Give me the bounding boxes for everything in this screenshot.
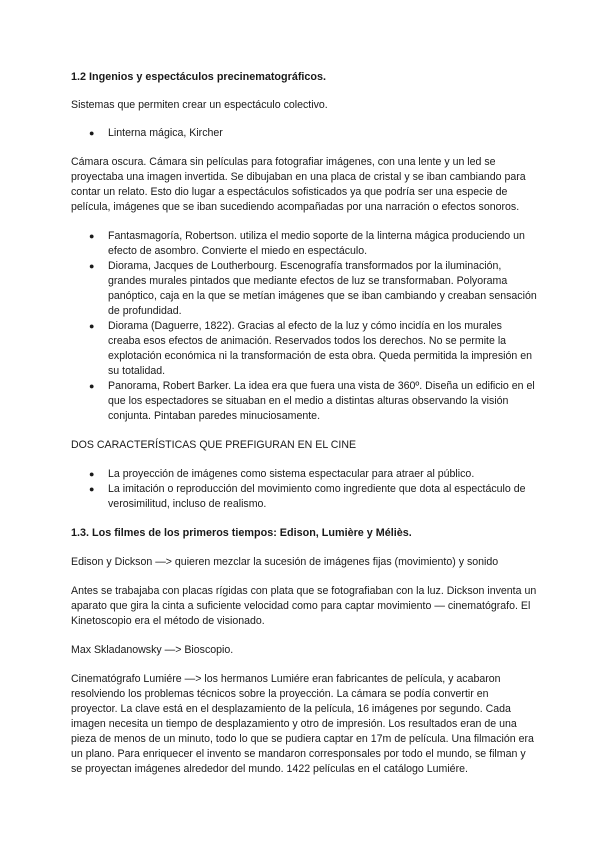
lumiere-paragraph: Cinematógrafo Lumiére —> los hermanos Lumiére eran fabricantes de película, y acabaron resolviendo los problemas técnicos sobre la proyección. La cámara se podía convertir en proyector. La clave está en el desplazamiento de la película, 16 imágenes por segundo. Cada imagen necesita un tiempo de desplazamiento y otro de impresión. Los resultados eran de una pieza de menos de un minuto, todo lo que se pudiera captar en 17m de película. Una filmación era un plano. Para enriquecer el invento se mandaron corresponsales por todo el mundo, se filman y se proyectan imágenes alrededor del mundo. 1422 películas en el catálogo Lumiére. xyxy=(71,673,534,775)
bullet-list-a xyxy=(71,126,537,141)
bullet-list-b xyxy=(71,229,537,424)
list-item: ● Linterna mágica, Kircher xyxy=(89,127,223,139)
list-item: ● La imitación o reproducción del movimiento como ingrediente que dota al espectáculo de verosimilitud, incluso de realismo. xyxy=(89,483,526,510)
bullet-icon: ● xyxy=(89,321,95,331)
skladanowsky-paragraph: Max Skladanowsky —> Bioscopio. xyxy=(71,644,234,656)
bullet-icon: ● xyxy=(89,484,95,494)
bullet-icon: ● xyxy=(89,469,95,479)
section-heading-1-3: 1.3. Los filmes de los primeros tiempos: Edison, Lumière y Méliès. xyxy=(71,527,412,539)
bullet-list-c xyxy=(71,467,537,512)
bullet-icon: ● xyxy=(89,231,95,241)
list-item: ● Diorama, Jacques de Loutherbourg. Escenografía transformados por la iluminación, grandes murales pintados que mediante efectos de luz se transformaban. Polyorama panóptico, caja en la que se metían imágenes que se iban cambiando y creaban sensación de profundidad. xyxy=(89,260,537,317)
list-item: ● Fantasmagoría, Robertson. utiliza el medio soporte de la linterna mágica produciendo un efecto de asombro. Convierte el miedo en espectáculo. xyxy=(89,230,525,257)
characteristics-heading: DOS CARACTERÍSTICAS QUE PREFIGURAN EN EL CINE xyxy=(71,439,357,451)
section-heading-1-2: 1.2 Ingenios y espectáculos precinematográficos. xyxy=(71,71,327,83)
list-item: ● Panorama, Robert Barker. La idea era que fuera una vista de 360º. Diseña un edificio en el que los espectadores se situaban en el medio a distintas alturas observando la visión conjunta. Pintaban paredes minuciosamente. xyxy=(89,380,535,422)
intro-paragraph: Sistemas que permiten crear un espectáculo colectivo. xyxy=(71,99,328,111)
page-content xyxy=(71,70,537,777)
bullet-icon: ● xyxy=(89,381,95,391)
bullet-icon: ● xyxy=(89,128,95,138)
list-item: ● La proyección de imágenes como sistema espectacular para atraer al público. xyxy=(89,468,475,480)
list-item: ● Diorama (Daguerre, 1822). Gracias al efecto de la luz y cómo incidía en los murales creaba esos efectos de animación. Reservados todos los derechos. No se permite la explotación económica ni la transformación de esta obra. Queda permitida la impresión en su totalidad. xyxy=(89,320,532,377)
dickson-paragraph: Antes se trabajaba con placas rígidas con plata que se fotografiaban con la luz. Dickson inventa un aparato que gira la cinta a suficiente velocidad como para captar movimiento — cinematógrafo. El Kinetoscopio era el método de visionado. xyxy=(71,585,537,627)
camara-oscura-paragraph: Cámara oscura. Cámara sin películas para fotografiar imágenes, con una lente y un led se proyectaba una imagen invertida. Se dibujaban en una placa de cristal y se iban cambiando para contar un relato. Esto dio lugar a espectáculos sofisticados ya que podría ser una especie de película, imágenes que se iban sucediendo acompañadas por una narración o efectos sonoros. xyxy=(71,156,526,213)
edison-paragraph: Edison y Dickson —> quieren mezclar la sucesión de imágenes fijas (movimiento) y sonido xyxy=(71,556,499,568)
bullet-icon: ● xyxy=(89,261,95,271)
